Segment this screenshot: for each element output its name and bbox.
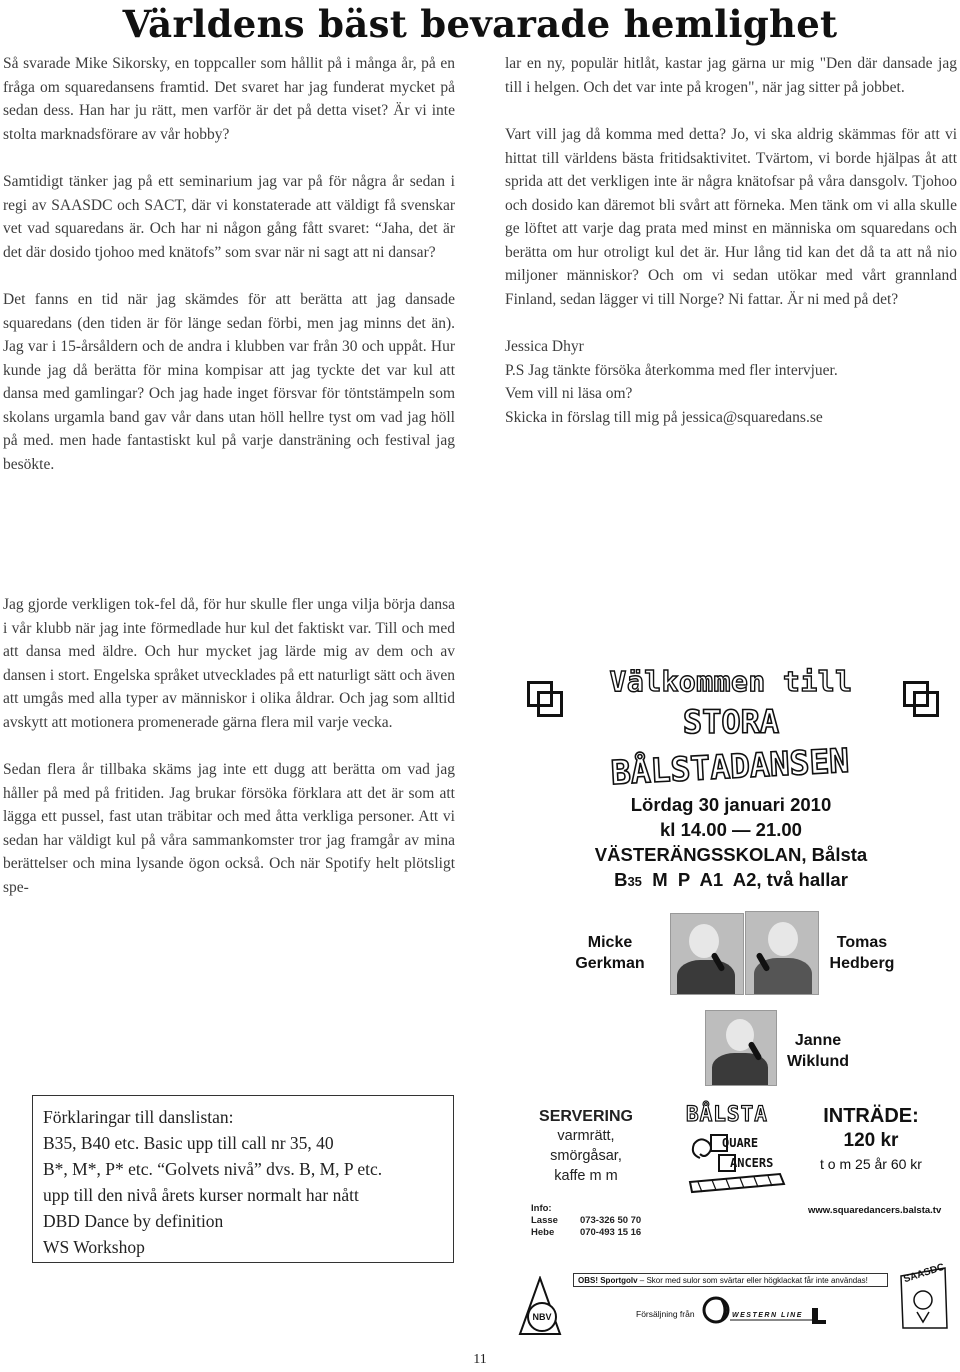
- contact-phone: 070-493 15 16: [579, 1227, 642, 1238]
- article-paragraph: Det fanns en tid när jag skämdes för att berätta att jag dansade squaredans (den tiden är för länge sedan förbi, men jag minns det än). Jag var i 15-årsåldern och de andra i klubben var från 30 och uppåt. Hur kunde jag då berätta för mina kompisar att jag tyckte det var kul att dansa med gamlingar? Och jag hade inget försvar för töntstämpeln som skolans urgamla band gav vår dans utan höll hellre tyst om vad jag höll på med. men hade fantastiskt kul på varje dansträning och festival jag besökte.: [3, 291, 455, 473]
- western-line-icon: [700, 1290, 830, 1330]
- contact-name: Hebe: [531, 1227, 555, 1238]
- event-time: kl 14.00 — 21.00: [660, 819, 802, 840]
- event-program: B35 M P A1 A2, två hallar: [614, 869, 848, 890]
- page-number: 11: [473, 1352, 487, 1367]
- article-paragraph: Vart vill jag då komma med detta? Jo, vi ska aldrig skämmas för att vi hittat till världens bästa fritidsaktivitet. Tvärtom, vi borde hjälpas åt att sprida att det verkligen inte är några knätofsar på våra dansgolv. Tjohoo och dosido kan däremot bli svårt att förneka. Men tänk om vi alla skulle ge löftet att varje dag prata med minst en människa om squaredans och berätta om hur otroligt kul det är. Hur lång tid kan det då ta att nå nio miljoner människor? Och om vi sedan utökar med vårt grannland Finland, sedan lägger vi till Norge? Ni fattar. Är ni med på det?: [505, 126, 957, 308]
- caller-photo: [745, 911, 819, 995]
- contact-name: Lasse: [531, 1215, 558, 1226]
- balsta-square-dancers-logo: BÅLSTA QUARE ANCERS: [680, 1100, 795, 1200]
- page-title: Världens bäst bevarade hemlighet: [122, 2, 838, 46]
- western-line-logo: WESTERN LINE: [700, 1290, 830, 1330]
- intrade-age: t o m 25 år 60 kr: [820, 1156, 922, 1172]
- contact-phone: 073-326 50 70: [579, 1215, 642, 1226]
- ps-line-email: Skicka in förslag till mig på jessica@squaredans.se: [505, 408, 823, 426]
- caller-photo: [705, 1010, 777, 1086]
- dance-list-explanation-box: [32, 1095, 454, 1263]
- event-name: BÅLSTADANSEN: [609, 740, 851, 793]
- info-contacts: Info: Lasse 073-326 50 70 Hebe 070-493 15 16: [531, 1203, 663, 1239]
- caller-micke-gerkman: Micke Gerkman: [575, 934, 645, 972]
- servering-line: kaffe m m: [554, 1168, 618, 1184]
- article-right-column: [505, 52, 957, 429]
- servering-block: [526, 1108, 646, 1186]
- event-stora: STORA: [682, 703, 780, 741]
- article-paragraph: Jag gjorde verkligen tok-fel då, för hur skulle fler unga vilja börja dansa i vår klubb när jag inte förmedlade hur kul det faktiskt var. Till och med att dansa med äldre. Och hur mycket jag lärde mig av dem och av dansen i stort. Engelska språket utvecklades på ett naturligt sätt och även att umgås med alla typer av människor i olika åldrar. Och jag som alltid avskytt att motionera promenerade gärna flera mil varje vecka.: [3, 596, 455, 731]
- caller-janne-wiklund: Janne Wiklund: [786, 1032, 850, 1070]
- servering-title: SERVERING: [539, 1108, 633, 1125]
- event-venue: VÄSTERÄNGSSKOLAN, Bålsta: [594, 844, 868, 865]
- forsaljning-label: Försäljning från: [636, 1309, 695, 1319]
- article-paragraph: Så svarade Mike Sikorsky, en toppcaller som hållit på i många år, på en fråga om squaredansens framtid. Det svaret har jag funderat mycket på sedan dess. Han har ju rätt, men varför är det på detta viset? Är vi inte stolta marknadsförare av vår hobby?: [3, 55, 455, 143]
- article-paragraph: lar en ny, populär hitlåt, kastar jag gärna ur mig "Den där dansade jag till i helgen. Och det var inte på krogen", när jag sitter på jobbet.: [505, 55, 957, 96]
- ps-line: P.S Jag tänkte försöka återkomma med fler intervjuer.: [505, 361, 838, 379]
- article-paragraph: Samtidigt tänker jag på ett seminarium jag var på för några år sedan i regi av SAASDC och SACT, där vi konstaterade att väldigt få svenskar vet vad squaredans är. Och har ni någon gång fått svaret: “Jaha, det är det där dosido tjohoo med knätofs” som svar när ni sagt att ni dansar?: [3, 173, 455, 261]
- explanation-line: WS Workshop: [43, 1237, 145, 1257]
- explanation-line: DBD Dance by definition: [43, 1211, 224, 1231]
- servering-line: varmrätt,: [557, 1128, 615, 1144]
- article-paragraph: Sedan flera år tillbaka skäms jag inte ett dugg att berätta om vad jag håller på med på fritiden. Jag brukar försöka förklara att det är som att lägga ett pussel, fast utan träbitar och med åtta verkliga personer. Att vi sedan har väldigt kul på våra sammankomster tror jag framgår av mina berättelser och mina lysande ögon också. Och när Spotify helt plötsligt spe-: [3, 761, 455, 896]
- article-left-column-bottom: [3, 593, 455, 923]
- event-welcome: Välkommen till: [609, 665, 853, 698]
- saasdc-logo: SAASDC: [895, 1264, 951, 1332]
- signature-block: [505, 335, 957, 429]
- intrade-block: [806, 1105, 936, 1172]
- servering-line: smörgåsar,: [550, 1148, 622, 1164]
- explanation-line: upp till den nivå årets kurser normalt har nått: [43, 1185, 359, 1205]
- explanation-line: Förklaringar till danslistan:: [43, 1107, 234, 1127]
- obs-notice: OBS! Sportgolv – Skor med sulor som svärtar eller högklackat får inte användas!: [573, 1273, 888, 1287]
- caller-tomas-hedberg: Tomas Hedberg: [829, 934, 895, 972]
- article-left-column-top: [3, 52, 455, 500]
- nbv-logo: NBV: [518, 1276, 562, 1338]
- author-name: Jessica Dhyr: [505, 338, 584, 355]
- intrade-title: INTRÄDE:: [823, 1105, 919, 1127]
- explanation-line: B*, M*, P* etc. “Golvets nivå” dvs. B, M, P etc.: [43, 1159, 383, 1179]
- intrade-price: 120 kr: [843, 1130, 899, 1151]
- website-link[interactable]: www.squaredancers.balsta.tv: [808, 1205, 942, 1216]
- explanation-line: B35, B40 etc. Basic upp till call nr 35, 40: [43, 1133, 334, 1153]
- event-advertisement: [505, 655, 957, 1085]
- ps-line: Vem vill ni läsa om?: [505, 385, 633, 402]
- event-date: Lördag 30 januari 2010: [630, 794, 832, 815]
- caller-photo: [670, 913, 744, 995]
